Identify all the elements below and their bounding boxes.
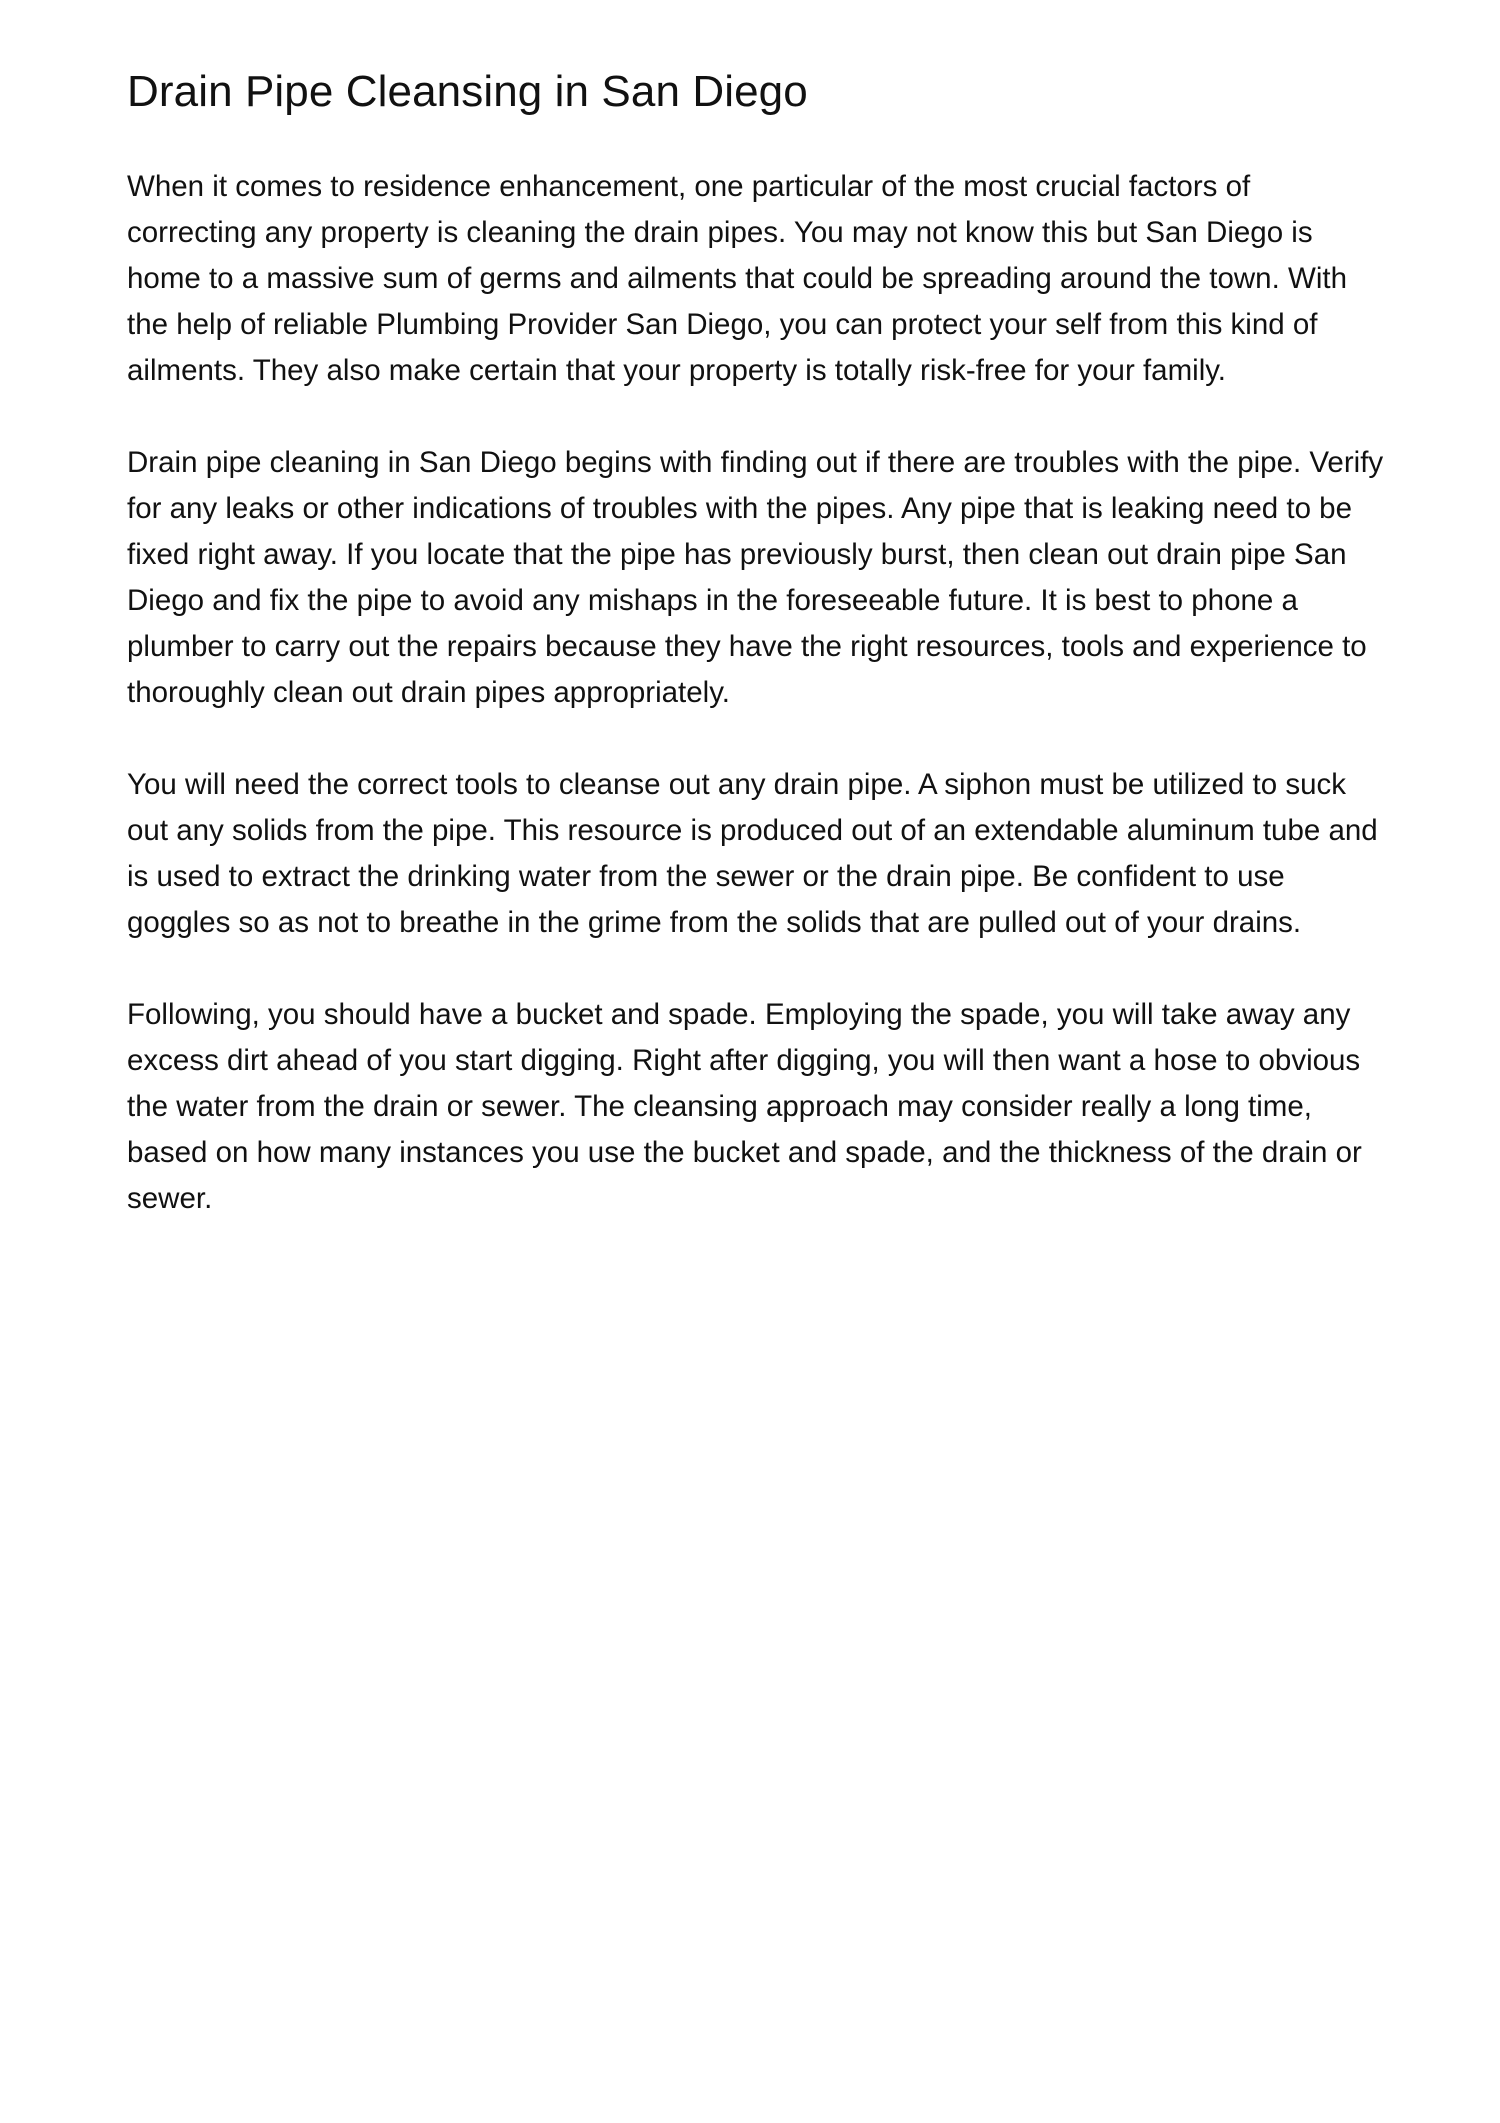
page-title: Drain Pipe Cleansing in San Diego	[127, 67, 808, 116]
document-page	[127, 60, 1387, 1268]
paragraph-2: Drain pipe cleaning in San Diego begins with finding out if there are troubles with the pipe. Verify for any leaks or other indications of troubles with the pipes. Any pipe that is leaking need to be fixed right away. If you locate that the pipe has previously burst, then clean out drain pipe San Diego and fix the pipe to avoid any mishaps in the foreseeable future. It is best to phone a plumber to carry out the repairs because they have the right resources, tools and experience to thoroughly clean out drain pipes appropriately.	[127, 446, 1384, 709]
paragraph-3: You will need the correct tools to cleanse out any drain pipe. A siphon must be utilized to suck out any solids from the pipe. This resource is produced out of an extendable aluminum tube and is used to extract the drinking water from the sewer or the drain pipe. Be confident to use goggles so as not to breathe in the grime from the solids that are pulled out of your drains.	[127, 768, 1378, 939]
paragraph-1: When it comes to residence enhancement, one particular of the most crucial factors of correcting any property is cleaning the drain pipes. You may not know this but San Diego is home to a massive sum of germs and ailments that could be spreading around the town. With the help of reliable Plumbing Provider San Diego, you can protect your self from this kind of ailments. They also make certain that your property is totally risk-free for your family.	[127, 170, 1347, 387]
paragraph-4: Following, you should have a bucket and spade. Employing the spade, you will take away any excess dirt ahead of you start digging. Right after digging, you will then want a hose to obvious the water from the drain or sewer. The cleansing approach may consider really a long time, based on how many instances you use the bucket and spade, and the thickness of the drain or sewer.	[127, 998, 1362, 1215]
